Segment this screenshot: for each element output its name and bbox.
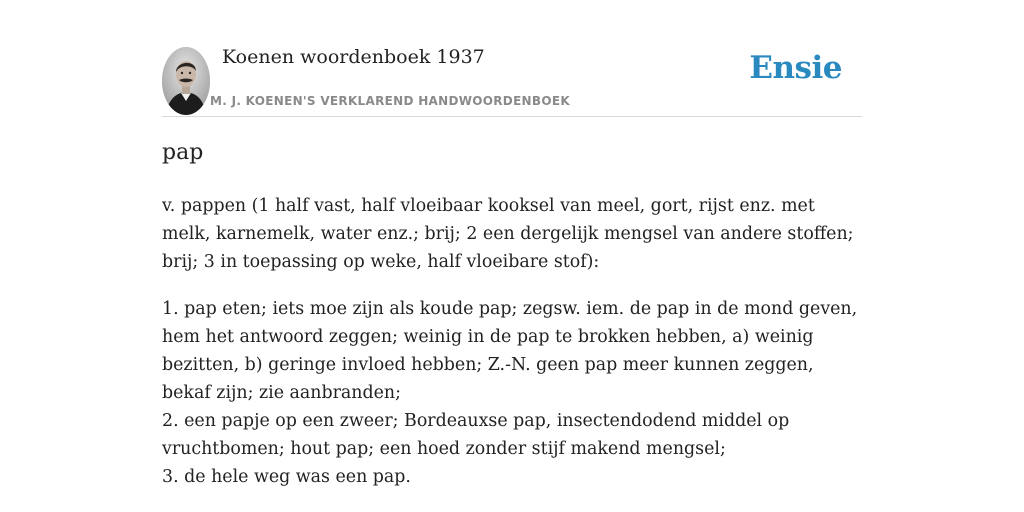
author-portrait-icon xyxy=(162,47,210,115)
entry-headword: pap xyxy=(162,140,204,165)
dictionary-subtitle: M. J. KOENEN'S VERKLAREND HANDWOORDENBOEK xyxy=(210,94,570,108)
definition-sense-3: 3. de hele weg was een pap. xyxy=(162,467,411,487)
ensie-logo[interactable]: Ensie xyxy=(749,50,842,86)
definition-intro: v. pappen (1 half vast, half vloeibaar kooksel van meel, gort, rijst enz. met melk, karnemelk, water enz.; brij; 2 een dergelijk mengsel van andere stoffen; brij; 3 in toepassing op weke, half vloeibare stof): xyxy=(162,196,854,272)
definition-sense-1: 1. pap eten; iets moe zijn als koude pap; zegsw. iem. de pap in de mond geven, hem het antwoord zeggen; weinig in de pap te brokken hebben, a) weinig bezitten, b) geringe invloed hebben; Z.-N. geen pap meer kunnen zeggen, bekaf zijn; zie aanbranden; xyxy=(162,299,858,403)
definition-sense-2: 2. een papje op een zweer; Bordeauxse pap, insectendodend middel op vruchtbomen; hout pap; een hoed zonder stijf makend mengsel; xyxy=(162,411,790,459)
entry-definition xyxy=(162,192,862,491)
dictionary-header xyxy=(162,44,862,117)
dictionary-title[interactable]: Koenen woordenboek 1937 xyxy=(222,46,485,68)
